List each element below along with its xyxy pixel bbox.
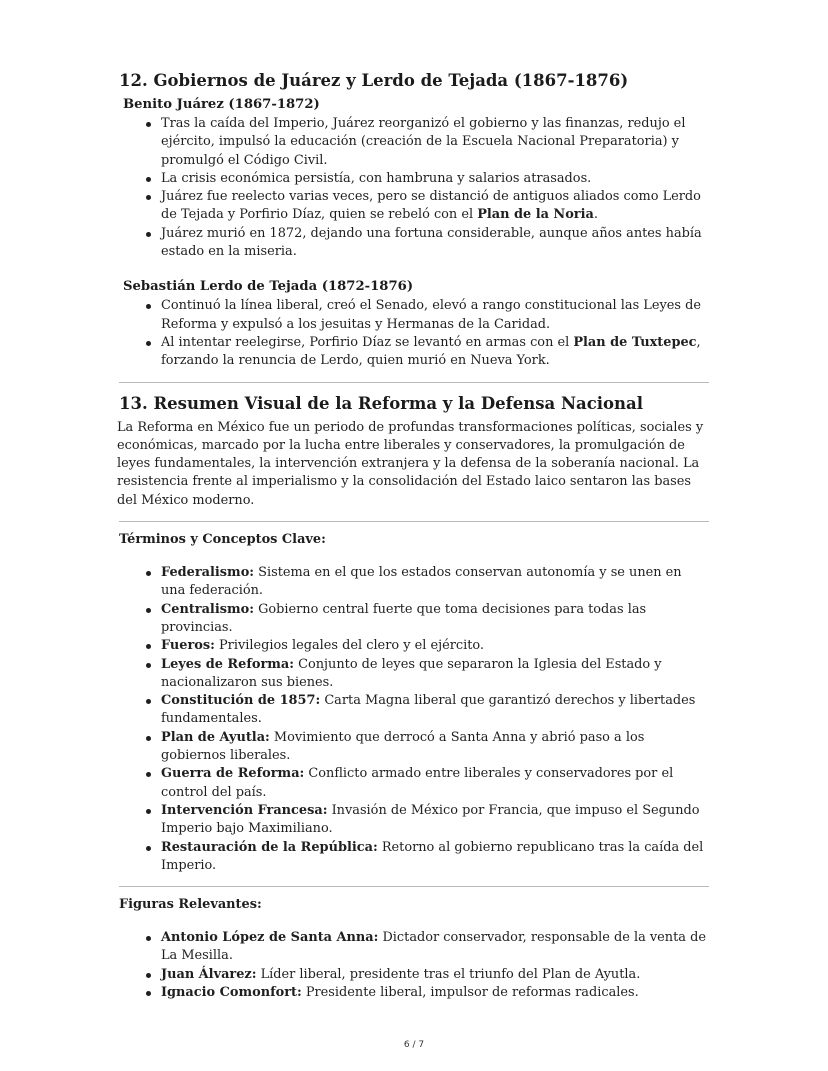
term-label: Guerra de Reforma: <box>161 766 305 782</box>
term-definition: Dictador conservador, responsable de la venta de La Mesilla. <box>161 930 706 964</box>
term-definition: Presidente liberal, impulsor de reformas radicales. <box>301 984 639 1000</box>
section-13-intro: La Reforma en México fue un periodo de profundas transformaciones políticas, sociales y económicas, marcado por la lucha entre liberales y conservadores, la promulgación de leyes fundamentales, la intervención extranjera y la defensa de la soberanía nacional. La resistencia frente al imperialismo y la consolidación del Estado laico sentaron las bases del México moderno. <box>117 419 704 508</box>
term-definition: Movimiento que derrocó a Santa Anna y abrió paso a los gobiernos liberales. <box>161 729 645 764</box>
juarez-list <box>119 115 709 261</box>
term-definition: Privilegios legales del clero y el ejército. <box>214 638 485 654</box>
term-label: Federalismo: <box>161 565 255 581</box>
list-item <box>161 765 709 802</box>
list-item <box>161 802 709 839</box>
term-label: Plan de Ayutla: <box>161 729 270 745</box>
lerdo-heading: Sebastián Lerdo de Tejada (1872-1876) <box>123 279 414 295</box>
term-definition: Retorno al gobierno republicano tras la caída del Imperio. <box>161 839 704 873</box>
term-label: Antonio López de Santa Anna: <box>161 930 379 946</box>
list-item <box>161 637 709 655</box>
terms-label: Términos y Conceptos Clave: <box>119 532 326 548</box>
term-label: Intervención Francesa: <box>161 802 328 818</box>
term-label: Centralismo: <box>161 601 254 617</box>
term-label: Ignacio Comonfort: <box>161 984 302 1000</box>
list-item <box>161 839 709 876</box>
list-item <box>161 601 709 638</box>
list-item <box>161 984 709 1002</box>
figures-list <box>119 929 709 1002</box>
term-definition: Conjunto de leyes que separaron la Iglesia del Estado y nacionalizaron sus bienes. <box>161 656 662 690</box>
list-item: Continuó la línea liberal, creó el Senado, elevó a rango constitucional las Leyes de Reforma y expulsó a los jesuitas y Hermanas de la Caridad. <box>161 297 709 334</box>
term-label: Constitución de 1857: <box>161 693 321 709</box>
document-page <box>119 70 709 1002</box>
list-item: Al intentar reelegirse, Porfirio Díaz se levantó en armas con el Plan de Tuxtepec, forzando la renuncia de Lerdo, quien murió en Nueva York. <box>161 334 709 371</box>
list-item: Juárez fue reelecto varias veces, pero se distanció de antiguos aliados como Lerdo de Tejada y Porfirio Díaz, quien se rebeló con el Plan de la Noria. <box>161 188 709 225</box>
list-item: Juárez murió en 1872, dejando una fortuna considerable, aunque años antes había estado en la miseria. <box>161 225 709 262</box>
lerdo-list <box>119 297 709 370</box>
term-definition: Conflicto armado entre liberales y conservadores por el control del país. <box>161 766 674 800</box>
term-definition: Líder liberal, presidente tras el triunfo del Plan de Ayutla. <box>256 966 641 982</box>
list-item: La crisis económica persistía, con hambruna y salarios atrasados. <box>161 170 709 188</box>
term-label: Fueros: <box>161 638 215 654</box>
list-item <box>161 692 709 729</box>
term-label: Leyes de Reforma: <box>161 656 295 672</box>
term-definition: Invasión de México por Francia, que impuso el Segundo Imperio bajo Maximiliano. <box>161 802 700 837</box>
section-13-title: 13. Resumen Visual de la Reforma y la Defensa Nacional <box>119 393 644 413</box>
list-item <box>161 929 709 966</box>
term-definition: Sistema en el que los estados conservan autonomía y se unen en una federación. <box>161 565 682 599</box>
term-definition: Carta Magna liberal que garantizó derechos y libertades fundamentales. <box>161 693 696 727</box>
term-label: Restauración de la República: <box>161 839 378 855</box>
list-item <box>161 966 709 984</box>
term-label: Juan Álvarez: <box>161 966 257 982</box>
juarez-heading: Benito Juárez (1867-1872) <box>123 97 320 112</box>
list-item <box>161 656 709 693</box>
list-item <box>161 564 709 601</box>
term-definition: Gobierno central fuerte que toma decisiones para todas las provincias. <box>161 601 647 635</box>
terms-list <box>119 564 709 875</box>
section-12-title: 12. Gobiernos de Juárez y Lerdo de Tejada (1867-1876) <box>119 71 629 90</box>
list-item: Tras la caída del Imperio, Juárez reorganizó el gobierno y las finanzas, redujo el ejército, impulsó la educación (creación de la Escuela Nacional Preparatoria) y promulgó el Código Civil. <box>161 115 709 170</box>
page-number: 6 / 7 <box>403 1040 425 1050</box>
figures-label: Figuras Relevantes: <box>119 897 262 913</box>
list-item <box>161 729 709 766</box>
